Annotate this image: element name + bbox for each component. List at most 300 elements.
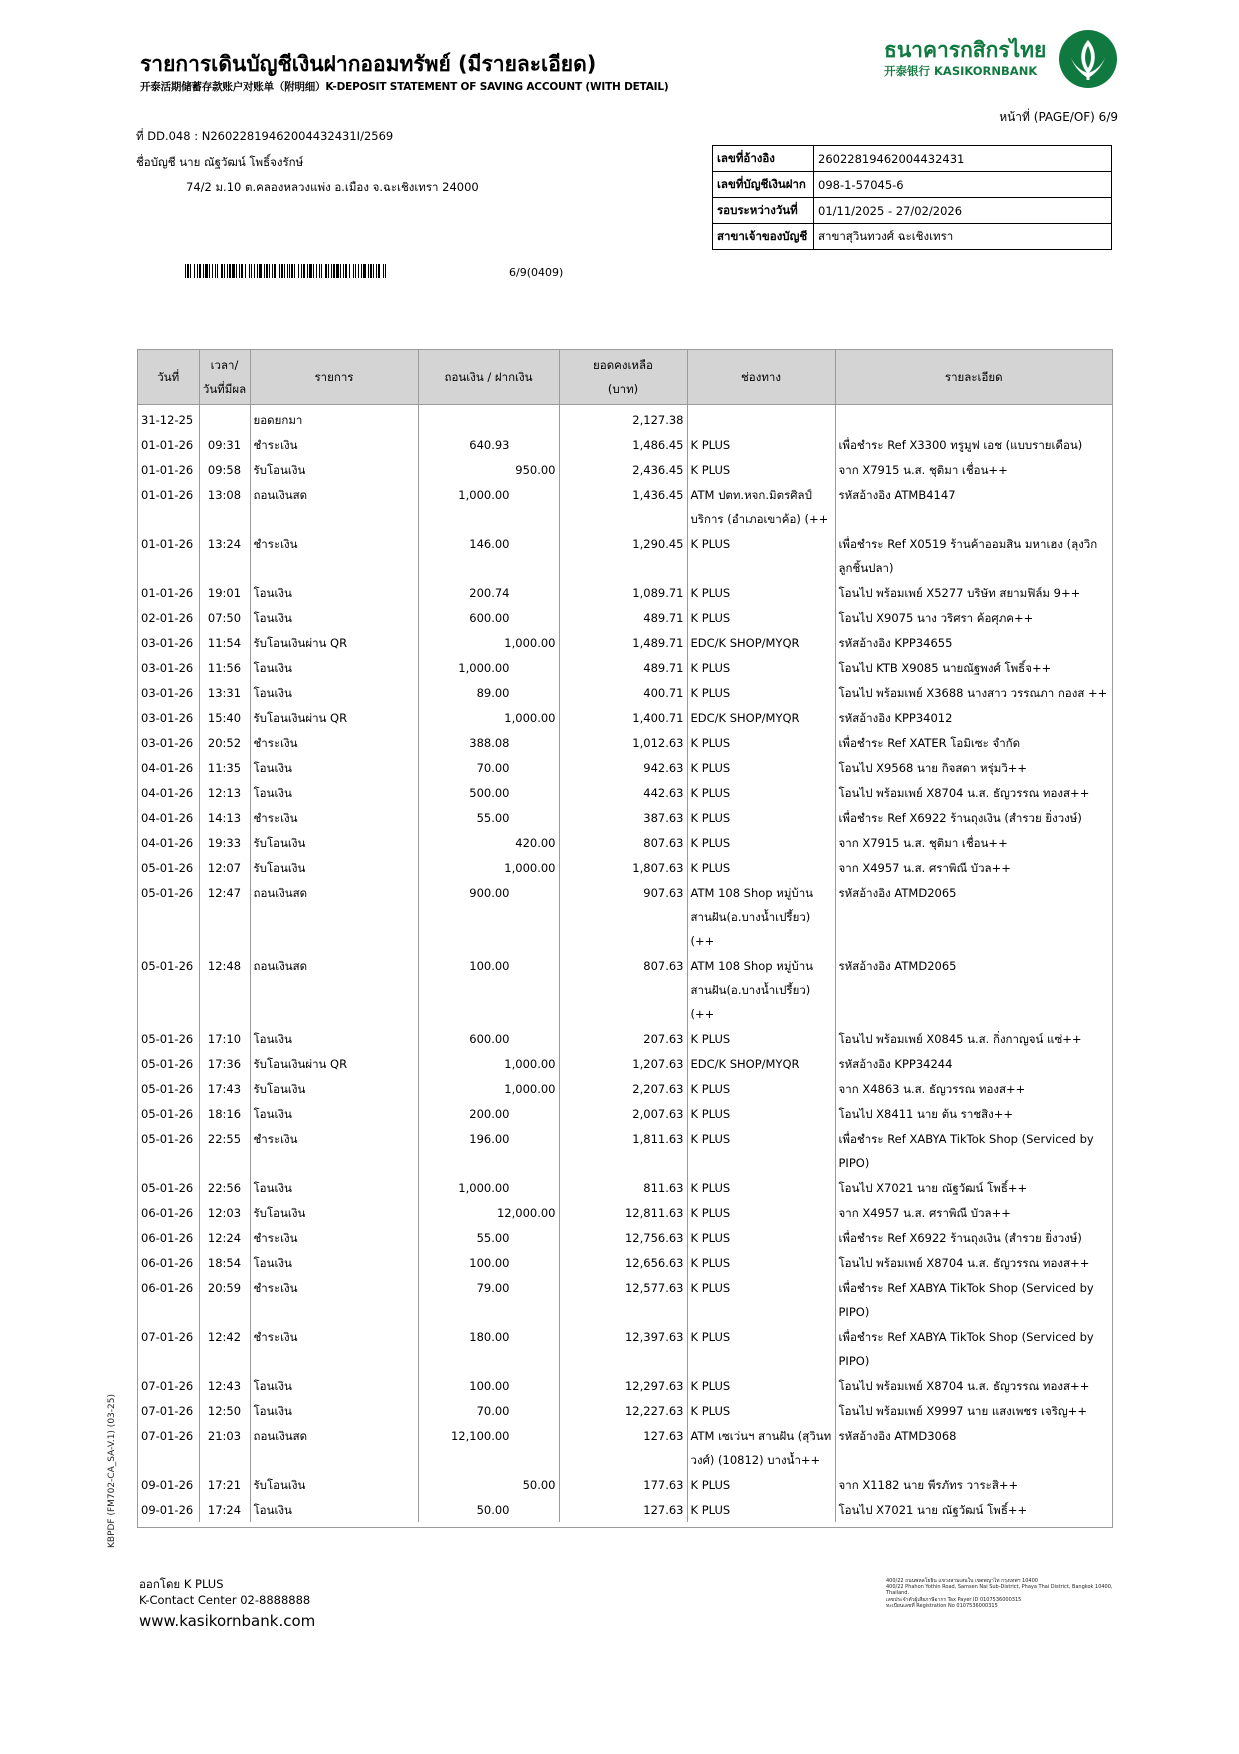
- table-row: [138, 805, 1112, 830]
- tx-amount: [418, 531, 559, 580]
- tx-balance: 12,577.63: [559, 1275, 687, 1324]
- tx-description: รับโอนเงินผ่าน QR: [250, 630, 418, 655]
- info-value: 098-1-57045-6: [814, 172, 1112, 198]
- tx-deposit: [510, 1424, 554, 1448]
- tx-withdraw: 200.74: [469, 586, 510, 600]
- tx-withdraw: 12,100.00: [450, 1429, 510, 1443]
- tx-time: 19:01: [199, 580, 250, 605]
- tx-amount: [418, 1126, 559, 1175]
- tx-deposit: [510, 756, 554, 780]
- table-row: [138, 1101, 1112, 1126]
- tx-balance: 807.63: [559, 953, 687, 1026]
- table-row: [138, 855, 1112, 880]
- tx-amount: [418, 1200, 559, 1225]
- statement-title-thai: รายการเดินบัญชีเงินฝากออมทรัพย์ (มีรายละเอียด): [140, 52, 597, 76]
- col-header-details: รายละเอียด: [835, 350, 1112, 405]
- tx-description: โอนเงิน: [250, 580, 418, 605]
- tx-date: 06-01-26: [138, 1250, 199, 1275]
- tx-balance: 207.63: [559, 1026, 687, 1051]
- info-row: [713, 224, 1112, 250]
- tx-amount: [418, 457, 559, 482]
- tx-time: 11:35: [199, 755, 250, 780]
- tx-deposit: 12,000.00: [496, 1206, 556, 1220]
- tx-time: 13:08: [199, 482, 250, 531]
- tx-deposit: [510, 1276, 554, 1300]
- info-value: 26022819462004432431: [814, 146, 1112, 172]
- info-row: [713, 172, 1112, 198]
- tx-description: รับโอนเงิน: [250, 830, 418, 855]
- tx-date: 07-01-26: [138, 1398, 199, 1423]
- info-row: [713, 146, 1112, 172]
- tx-withdraw: 70.00: [476, 761, 510, 775]
- col-header-time-line2: วันที่มีผล: [202, 382, 247, 396]
- tx-withdraw: [422, 1473, 432, 1497]
- tx-description: โอนเงิน: [250, 755, 418, 780]
- tx-channel: K PLUS: [687, 730, 835, 755]
- tx-balance: 12,297.63: [559, 1373, 687, 1398]
- tx-time: 11:54: [199, 630, 250, 655]
- col-header-amount: ถอนเงิน / ฝากเงิน: [418, 350, 559, 405]
- tx-deposit: [510, 1325, 554, 1349]
- transactions-body: [138, 405, 1112, 1523]
- tx-date: 07-01-26: [138, 1373, 199, 1398]
- tx-date: 09-01-26: [138, 1497, 199, 1522]
- tx-description: โอนเงิน: [250, 655, 418, 680]
- tx-amount: [418, 605, 559, 630]
- tx-channel: EDC/K SHOP/MYQR: [687, 630, 835, 655]
- tx-details: โอนไป X9568 นาย กิจสดา หรุ่มวิ++: [838, 761, 1028, 775]
- tx-deposit: [510, 1399, 554, 1423]
- table-row: [138, 1250, 1112, 1275]
- col-header-balance-line1: ยอดคงเหลือ: [593, 358, 653, 372]
- info-value: 01/11/2025 - 27/02/2026: [814, 198, 1112, 224]
- tx-deposit: 1,000.00: [504, 861, 556, 875]
- table-row: [138, 680, 1112, 705]
- info-label: เลขที่อ้างอิง: [713, 146, 814, 172]
- tx-date: 05-01-26: [138, 880, 199, 953]
- tx-deposit: [510, 881, 554, 905]
- tx-date: 07-01-26: [138, 1423, 199, 1472]
- tx-date: 03-01-26: [138, 680, 199, 705]
- tx-channel: K PLUS: [687, 680, 835, 705]
- tx-date: 05-01-26: [138, 1126, 199, 1175]
- tx-channel: K PLUS: [687, 531, 835, 580]
- tx-date: 06-01-26: [138, 1275, 199, 1324]
- tx-details: เพื่อชำระ Ref X3300 ทรูมูฟ เอช (แบบรายเดือน): [838, 438, 1083, 452]
- tx-channel: K PLUS: [687, 755, 835, 780]
- bank-address: 400/22 ถนนพหลโยธิน แขวงสามเสนใน เขตพญาไท กรุงเทพฯ 10400 400/22 Phahon Yothin Road, Samsen Nai Sub-District, Phaya Thai District, Bangkok 10400, Thailand. เลขประจำตัวผู้เสียภาษีอากร Tax Payer ID 0107536000315 ทะเบียนเลขที่ Registration No 0107536000315: [886, 1578, 1113, 1609]
- tx-description: รับโอนเงิน: [250, 855, 418, 880]
- tx-deposit: [510, 1226, 554, 1250]
- tx-channel: K PLUS: [687, 780, 835, 805]
- tx-channel: EDC/K SHOP/MYQR: [687, 705, 835, 730]
- tx-description: โอนเงิน: [250, 605, 418, 630]
- tx-description: โอนเงิน: [250, 780, 418, 805]
- tx-date: 05-01-26: [138, 1051, 199, 1076]
- tx-time: 12:42: [199, 1324, 250, 1373]
- tx-details: จาก X4863 น.ส. ธัญวรรณ ทองส++: [838, 1082, 1026, 1096]
- tx-description: โอนเงิน: [250, 1250, 418, 1275]
- tx-withdraw: 196.00: [469, 1132, 510, 1146]
- tx-withdraw: 1,000.00: [458, 1181, 510, 1195]
- tx-withdraw: 146.00: [469, 537, 510, 551]
- tx-description: ชำระเงิน: [250, 1225, 418, 1250]
- tx-deposit: 1,000.00: [504, 711, 556, 725]
- tx-channel: K PLUS: [687, 1175, 835, 1200]
- tx-channel: K PLUS: [687, 1275, 835, 1324]
- tx-description: โอนเงิน: [250, 1373, 418, 1398]
- tx-details: โอนไป พร้อมเพย์ X9997 นาย แสงเพชร เจริญ++: [838, 1404, 1087, 1418]
- tx-withdraw: 600.00: [469, 611, 510, 625]
- tx-withdraw: 200.00: [469, 1107, 510, 1121]
- tx-description: ชำระเงิน: [250, 432, 418, 457]
- tx-deposit: [510, 1102, 554, 1126]
- tx-time: 07:50: [199, 605, 250, 630]
- tx-amount: [418, 1026, 559, 1051]
- tx-amount: [418, 1225, 559, 1250]
- tx-deposit: [510, 806, 554, 830]
- tx-amount: [418, 1472, 559, 1497]
- col-header-time: [199, 350, 250, 405]
- tx-details: รหัสอ้างอิง ATMD2065: [838, 886, 957, 900]
- bank-name-en: 开泰银行 KASIKORNBANK: [884, 64, 1038, 78]
- tx-channel: K PLUS: [687, 1250, 835, 1275]
- tx-amount: [418, 730, 559, 755]
- table-row: [138, 730, 1112, 755]
- col-header-channel: ช่องทาง: [687, 350, 835, 405]
- tx-balance: 1,436.45: [559, 482, 687, 531]
- tx-time: 12:50: [199, 1398, 250, 1423]
- tx-date: 01-01-26: [138, 457, 199, 482]
- tx-deposit: 950.00: [515, 463, 556, 477]
- tx-channel: ATM 108 Shop หมู่บ้านสานฝัน(อ.บางน้ำเปรี้ยว) (++: [687, 880, 835, 953]
- tx-deposit: [510, 483, 554, 507]
- tx-date: 03-01-26: [138, 705, 199, 730]
- tx-deposit: [510, 1176, 554, 1200]
- tx-withdraw: 600.00: [469, 1032, 510, 1046]
- tx-details: โอนไป พร้อมเพย์ X3688 นางสาว วรรณภา กองส ++: [838, 686, 1108, 700]
- tx-amount: [418, 1275, 559, 1324]
- tx-time: 17:36: [199, 1051, 250, 1076]
- tx-withdraw: 1,000.00: [458, 661, 510, 675]
- tx-amount: [418, 953, 559, 1026]
- tx-amount: [418, 1175, 559, 1200]
- tx-time: 22:56: [199, 1175, 250, 1200]
- tx-details: เพื่อชำระ Ref XABYA TikTok Shop (Serviced by PIPO): [838, 1281, 1094, 1319]
- tx-balance: 12,811.63: [559, 1200, 687, 1225]
- tx-amount: [418, 482, 559, 531]
- kasikorn-logo-icon: [1057, 28, 1119, 90]
- tx-amount: [418, 680, 559, 705]
- tx-channel: K PLUS: [687, 1101, 835, 1126]
- tx-description: ชำระเงิน: [250, 1275, 418, 1324]
- tx-deposit: [510, 681, 554, 705]
- tx-details: โอนไป พร้อมเพย์ X8704 น.ส. ธัญวรรณ ทองส++: [838, 1379, 1090, 1393]
- tx-time: 17:24: [199, 1497, 250, 1522]
- table-row: [138, 755, 1112, 780]
- tx-channel: ATM เซเว่นฯ สานฝัน (สุวินทวงศ์) (10812) บางน้ำ++: [687, 1423, 835, 1472]
- tx-amount: [418, 405, 559, 433]
- tx-balance: 1,486.45: [559, 432, 687, 457]
- tx-balance: 12,756.63: [559, 1225, 687, 1250]
- table-row: [138, 531, 1112, 580]
- tx-description: ชำระเงิน: [250, 805, 418, 830]
- table-row: [138, 655, 1112, 680]
- tx-time: 13:24: [199, 531, 250, 580]
- tx-time: 18:54: [199, 1250, 250, 1275]
- table-row: [138, 1175, 1112, 1200]
- tx-amount: [418, 1324, 559, 1373]
- table-row: [138, 780, 1112, 805]
- tx-description: ชำระเงิน: [250, 1324, 418, 1373]
- tx-balance: 1,012.63: [559, 730, 687, 755]
- tx-amount: [418, 1373, 559, 1398]
- tx-date: 05-01-26: [138, 953, 199, 1026]
- tx-channel: ATM 108 Shop หมู่บ้านสานฝัน(อ.บางน้ำเปรี้ยว) (++: [687, 953, 835, 1026]
- tx-details: โอนไป พร้อมเพย์ X5277 บริษัท สยามฟิล์ม 9++: [838, 586, 1081, 600]
- tx-balance: 1,489.71: [559, 630, 687, 655]
- table-row: [138, 1398, 1112, 1423]
- col-header-description: รายการ: [250, 350, 418, 405]
- tx-amount: [418, 1076, 559, 1101]
- tx-channel: K PLUS: [687, 805, 835, 830]
- tx-amount: [418, 755, 559, 780]
- tx-amount: [418, 805, 559, 830]
- tx-time: 17:21: [199, 1472, 250, 1497]
- table-row: [138, 1076, 1112, 1101]
- tx-description: รับโอนเงินผ่าน QR: [250, 705, 418, 730]
- tx-description: โอนเงิน: [250, 1398, 418, 1423]
- table-row: [138, 1126, 1112, 1175]
- tx-balance: 907.63: [559, 880, 687, 953]
- tx-time: 13:31: [199, 680, 250, 705]
- page-indicator: หน้าที่ (PAGE/OF) 6/9: [999, 110, 1118, 124]
- tx-time: 09:31: [199, 432, 250, 457]
- tx-channel: K PLUS: [687, 655, 835, 680]
- tx-balance: 127.63: [559, 1497, 687, 1522]
- table-header-row: [138, 350, 1112, 405]
- tx-details: จาก X7915 น.ส. ชุติมา เชื่อน++: [838, 463, 1008, 477]
- tx-details: รหัสอ้างอิง KPP34655: [838, 636, 953, 650]
- tx-balance: 489.71: [559, 605, 687, 630]
- tx-date: 03-01-26: [138, 630, 199, 655]
- tx-withdraw: 50.00: [476, 1503, 510, 1517]
- tx-details: รหัสอ้างอิง ATMD3068: [838, 1429, 957, 1443]
- tx-details: เพื่อชำระ Ref X6922 ร้านถุงเงิน (สำรวย ยิ่งวงษ์): [838, 811, 1082, 825]
- tx-time: 22:55: [199, 1126, 250, 1175]
- table-row: [138, 1497, 1112, 1522]
- tx-description: ถอนเงินสด: [250, 1423, 418, 1472]
- tx-withdraw: [422, 856, 432, 880]
- tx-description: รับโอนเงิน: [250, 1472, 418, 1497]
- tx-withdraw: 640.93: [469, 438, 510, 452]
- table-row: [138, 432, 1112, 457]
- table-row: [138, 1225, 1112, 1250]
- table-row: [138, 605, 1112, 630]
- tx-balance: 442.63: [559, 780, 687, 805]
- tx-withdraw: [422, 631, 432, 655]
- tx-amount: [418, 1497, 559, 1522]
- tx-date: 01-01-26: [138, 432, 199, 457]
- tx-withdraw: 70.00: [476, 1404, 510, 1418]
- tx-details: โอนไป KTB X9085 นายณัฐพงศ์ โพธิ์จ++: [838, 661, 1052, 675]
- tx-balance: 1,290.45: [559, 531, 687, 580]
- tx-time: 21:03: [199, 1423, 250, 1472]
- tx-details: โอนไป พร้อมเพย์ X0845 น.ส. กิ่งกาญจน์ แซ่++: [838, 1032, 1082, 1046]
- tx-balance: 1,811.63: [559, 1126, 687, 1175]
- tx-channel: K PLUS: [687, 1126, 835, 1175]
- transactions-table-frame: [137, 349, 1113, 1528]
- tx-date: 09-01-26: [138, 1472, 199, 1497]
- tx-balance: 489.71: [559, 655, 687, 680]
- tx-description: ถอนเงินสด: [250, 953, 418, 1026]
- tx-date: 07-01-26: [138, 1324, 199, 1373]
- tx-date: 02-01-26: [138, 605, 199, 630]
- tx-balance: 400.71: [559, 680, 687, 705]
- tx-withdraw: 500.00: [469, 786, 510, 800]
- tx-balance: 2,007.63: [559, 1101, 687, 1126]
- tx-time: 12:13: [199, 780, 250, 805]
- tx-withdraw: 89.00: [476, 686, 510, 700]
- tx-amount: [418, 705, 559, 730]
- tx-date: 03-01-26: [138, 655, 199, 680]
- tx-description: โอนเงิน: [250, 1026, 418, 1051]
- tx-channel: K PLUS: [687, 432, 835, 457]
- tx-balance: 1,807.63: [559, 855, 687, 880]
- tx-amount: [418, 655, 559, 680]
- tx-deposit: [510, 1498, 554, 1522]
- tx-description: ชำระเงิน: [250, 1126, 418, 1175]
- tx-time: 12:48: [199, 953, 250, 1026]
- tx-deposit: 50.00: [522, 1478, 556, 1492]
- tx-amount: [418, 855, 559, 880]
- tx-amount: [418, 432, 559, 457]
- tx-description: โอนเงิน: [250, 1101, 418, 1126]
- table-row: [138, 1472, 1112, 1497]
- tx-date: 31-12-25: [138, 405, 199, 433]
- tx-balance: 2,436.45: [559, 457, 687, 482]
- tx-withdraw: 180.00: [469, 1330, 510, 1344]
- table-row: [138, 580, 1112, 605]
- tx-deposit: [510, 731, 554, 755]
- tx-date: 04-01-26: [138, 755, 199, 780]
- tx-withdraw: 900.00: [469, 886, 510, 900]
- statement-title-en: 开泰活期储蓄存款账户对账单（附明细）K-DEPOSIT STATEMENT OF SAVING ACCOUNT (WITH DETAIL): [140, 81, 669, 93]
- tx-balance: 2,207.63: [559, 1076, 687, 1101]
- table-row: [138, 880, 1112, 953]
- tx-deposit: [510, 954, 554, 978]
- tx-channel: K PLUS: [687, 1200, 835, 1225]
- tx-balance: 12,227.63: [559, 1398, 687, 1423]
- tx-description: โอนเงิน: [250, 680, 418, 705]
- tx-amount: [418, 1250, 559, 1275]
- tx-deposit: [510, 433, 554, 457]
- tx-deposit: 1,000.00: [504, 1082, 556, 1096]
- tx-details: โอนไป X8411 นาย ต้น ราชสิง++: [838, 1107, 1014, 1121]
- table-row: [138, 1026, 1112, 1051]
- website-link[interactable]: www.kasikornbank.com: [139, 1612, 316, 1630]
- info-label: เลขที่บัญชีเงินฝาก: [713, 172, 814, 198]
- tx-balance: 387.63: [559, 805, 687, 830]
- tx-date: 05-01-26: [138, 1076, 199, 1101]
- table-row: [138, 1200, 1112, 1225]
- tx-channel: K PLUS: [687, 1076, 835, 1101]
- bank-name-thai: ธนาคารกสิกรไทย: [884, 38, 1047, 62]
- tx-balance: 1,400.71: [559, 705, 687, 730]
- tx-withdraw: 55.00: [476, 811, 510, 825]
- barcode-icon: [185, 264, 386, 278]
- tx-withdraw: 1,000.00: [458, 488, 510, 502]
- tx-amount: [418, 1101, 559, 1126]
- tx-amount: [418, 830, 559, 855]
- tx-date: 05-01-26: [138, 1026, 199, 1051]
- tx-description: รับโอนเงิน: [250, 457, 418, 482]
- tx-withdraw: 100.00: [469, 1256, 510, 1270]
- tx-withdraw: [422, 1052, 432, 1076]
- tx-time: 12:24: [199, 1225, 250, 1250]
- tx-channel: [687, 405, 835, 433]
- tx-description: ถอนเงินสด: [250, 482, 418, 531]
- col-header-balance: [559, 350, 687, 405]
- table-row: [138, 830, 1112, 855]
- tx-time: 12:07: [199, 855, 250, 880]
- tx-date: 06-01-26: [138, 1200, 199, 1225]
- tx-amount: [418, 1051, 559, 1076]
- tx-withdraw: 100.00: [469, 959, 510, 973]
- tx-details: เพื่อชำระ Ref XATER โอมิเซะ จำกัด: [838, 736, 1021, 750]
- tx-description: ถอนเงินสด: [250, 880, 418, 953]
- tx-date: 05-01-26: [138, 855, 199, 880]
- tx-details: โอนไป X7021 นาย ณัฐวัฒน์ โพธิ์++: [838, 1181, 1028, 1195]
- table-row: [138, 953, 1112, 1026]
- table-row: [138, 457, 1112, 482]
- transactions-table: [138, 350, 1112, 1522]
- tx-channel: K PLUS: [687, 855, 835, 880]
- document-reference: ที่ DD.048 : N26022819462004432431I/2569: [136, 129, 394, 143]
- info-row: [713, 198, 1112, 224]
- tx-description: รับโอนเงิน: [250, 1076, 418, 1101]
- account-info-table: [712, 145, 1112, 250]
- tx-time: 12:03: [199, 1200, 250, 1225]
- tx-balance: 2,127.38: [559, 405, 687, 433]
- tx-description: ยอดยกมา: [250, 405, 418, 433]
- table-row: [138, 482, 1112, 531]
- tx-details: โอนไป X7021 นาย ณัฐวัฒน์ โพธิ์++: [838, 1503, 1028, 1517]
- tx-channel: K PLUS: [687, 1324, 835, 1373]
- tx-details: [835, 405, 1112, 433]
- tx-channel: K PLUS: [687, 830, 835, 855]
- tx-time: 12:47: [199, 880, 250, 953]
- tx-channel: K PLUS: [687, 1398, 835, 1423]
- tx-channel: K PLUS: [687, 605, 835, 630]
- tx-withdraw: [422, 706, 432, 730]
- tx-details: จาก X7915 น.ส. ชุติมา เชื่อน++: [838, 836, 1008, 850]
- tx-withdraw: 388.08: [469, 736, 510, 750]
- contact-center: K-Contact Center 02-8888888: [139, 1593, 311, 1607]
- tx-details: โอนไป X9075 นาง วริศรา ค้อศุภค++: [838, 611, 1034, 625]
- tx-time: 09:58: [199, 457, 250, 482]
- col-header-date: วันที่: [138, 350, 199, 405]
- col-header-balance-line2: (บาท): [607, 382, 639, 396]
- tx-channel: K PLUS: [687, 580, 835, 605]
- tx-balance: 1,207.63: [559, 1051, 687, 1076]
- tx-deposit: [510, 1251, 554, 1275]
- tx-amount: [418, 1398, 559, 1423]
- tx-deposit: [510, 606, 554, 630]
- tx-date: 03-01-26: [138, 730, 199, 755]
- tx-balance: 177.63: [559, 1472, 687, 1497]
- tx-amount: [418, 1423, 559, 1472]
